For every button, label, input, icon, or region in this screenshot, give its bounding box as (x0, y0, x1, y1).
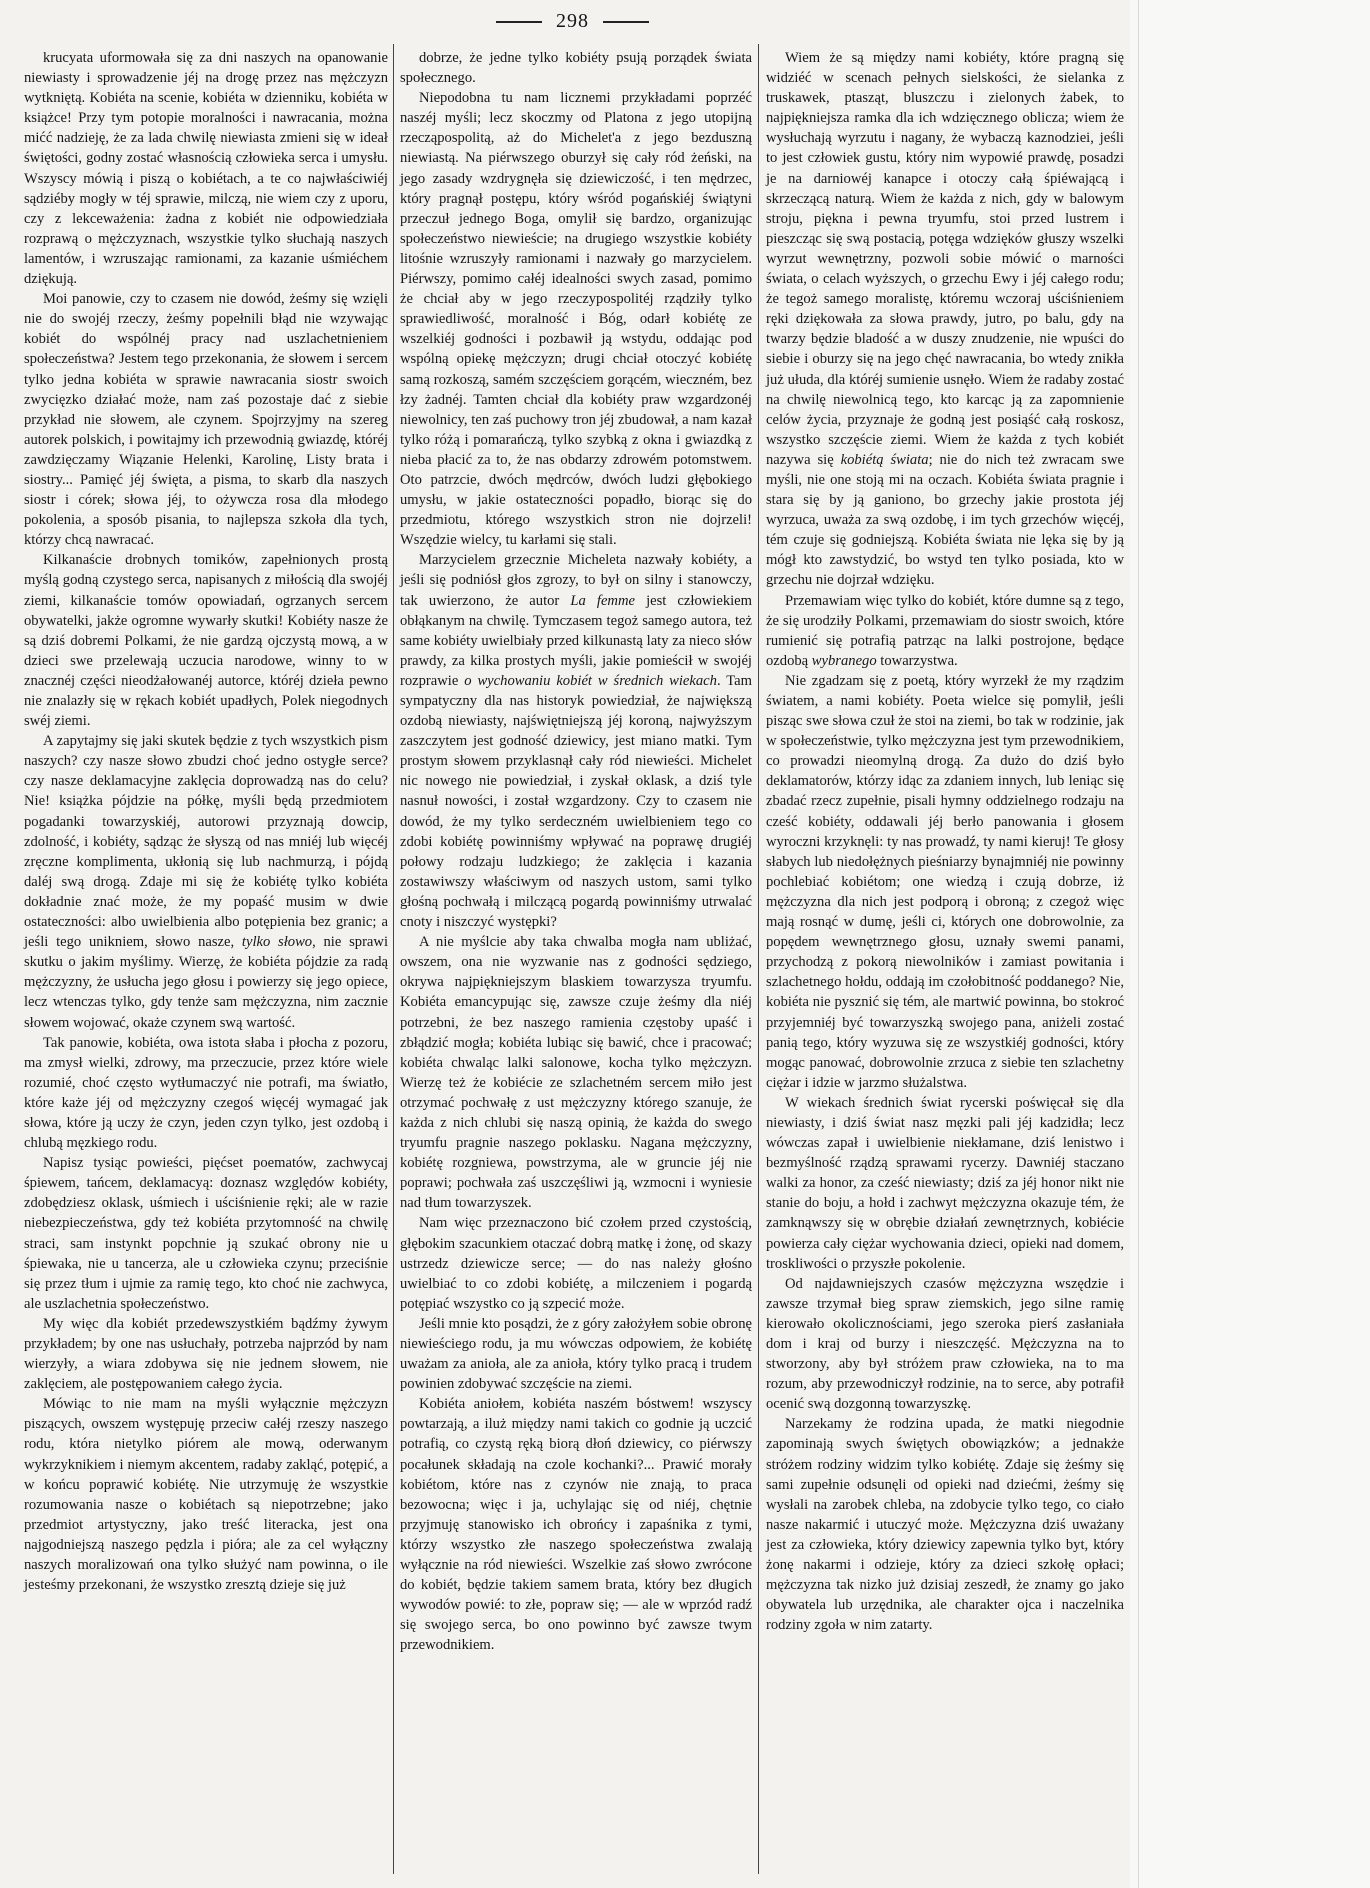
text-run: Kilkanaście drobnych tomików, zapełnionych prostą myślą godną czystego serca, napisanych z miłością dla swojéj ziemi, kilkanaście tomów opowiadań, ogrzanych sercem obywatelki, jakże ogromne wywarły skutki! Kobiéty nasze że są dziś dobremi Polkami, że nie gardzą ojczystą mową, a w dzieci swe przelewają uczucia narodowe, winny to w znacznéj części nieodżałowanéj autorce, któréj dzieła pewno nie znalazły się w rękach kobiét upadłych, Polek niegodnych swéj ziemi. (24, 552, 388, 730)
paragraph (766, 1274, 1124, 1415)
text-run: Mówiąc to nie mam na myśli wyłącznie mężczyzn piszących, owszem występuję przeciw całéj rzeszy naszego rodu, która nietylko piórem ale mową, oderwanym wykrzyknikiem i niemym akcentem, radaby zakląć, potępić, a w końcu poprawić kobiétę. Nie utrzymuję że wszystkie rozumowania nasze o kobiétach są niepotrzebne; jako przedmiot artystyczny, jako treść literacka, jest ona najgodniejszą naszego pędzla i pióra; ale za cel wyłączny naszych moralizowań ona tylko służyć nam powinna, o ile jesteśmy przekonani, że wszystko zresztą dzieje się już (24, 1396, 388, 1594)
paragraph (24, 1394, 388, 1595)
text-run: Od najdawniejszych czasów mężczyzna wszędzie i zawsze trzymał bieg spraw ziemskich, jego silne ramię kierowało okolicznościami, jego szeroka pierś zasłaniała dom i kraj od burzy i nieszczęść. Mężczyzna na to stworzony, aby był stróżem praw człowieka, na to ma rozum, aby przewodniczył rodzinie, na to serce, aby potrafił ocenić swą dozgonną towarzyszkę. (766, 1275, 1124, 1413)
paragraph (24, 1153, 388, 1314)
text-run: Przemawiam więc tylko do kobiét, które dumne są z tego, że się urodziły Polkami, przemawiam do siostr swoich, które rumienić się potrafią patrząc na lalki postrojone, będące ozdobą (766, 592, 1124, 669)
text-run: Kobiéta aniołem, kobiéta naszém bóstwem! wszyscy powtarzają, a iluż między nami takich co godnie ją uczcić potrafią, co czystą ręką biorą dłoń dziewicy, co piérwszy pocałunek składają na czole kochanki?... Prawić morały kobiétom, które nas z czynów nie znają, to praca bezowocna; więc i ja, uchylając się od niéj, chętnie przyjmuję stanowisko ich obrońcy i zapaśnika z tymi, którzy wszystko złe naszego społeczeństwa zwalają wyłącznie na ród niewieści. Wszelkie zaś słowo zwrócone do kobiét, będzie takiem samem brata, który bez długich wywodów powié: to złe, popraw się; — ale w wprzód radź się swojego serca, bo ono powinno być zawsze twym przewodnikiem. (400, 1396, 752, 1654)
text-column-3 (766, 48, 1124, 1635)
paragraph (400, 1314, 752, 1394)
text-run: A zapytajmy się jaki skutek będzie z tych wszystkich pism naszych? czy nasze słowo zbudzi choć jedno ostygłe serce? czy nasze deklamacyjne zaklęcia doprowadzą nas do celu? Nie! książka pójdzie na półkę, myśli będą przedmiotem pogadanki towarzyskiéj, autorowi przyznają dowcip, zdolność, i kobiéty, sądząc że słyszą od nas mniéj lub więcéj zręczne komplimenta, ukłonią się lub nachmurzą, i pójdą daléj swą drogą. Zdaje mi się że kobiétę tylko kobiéta dokładnie znać może, że my popaść musim w dwie ostateczności: albo uwielbienia albo potępienia bez granic; a jeśli tego unikniem, słowo nasze, (24, 733, 388, 951)
text-run: ; nie do nich też zwracam swe myśli, nie one stoją mi na oczach. Kobiéta świata pragnie i stara się by ją ganiono, bo grzechy jakie prostota jéj wyrzuca, uważa za swą ozdobę, i im tych grzechów więcéj, tém czuje się godniejszą. Kobiéta świata nie lęka się by ją mógł kto zawstydzić, bo wstyd ten tylko posiada, kto w grzechu nie dojrzał wdzięku. (766, 451, 1124, 589)
paragraph (400, 550, 752, 932)
column-divider (758, 44, 759, 1874)
text-run: A nie myślcie aby taka chwalba mogła nam ubliżać, owszem, ona nie wyzwanie nas z godności sędziego, okrywa najpiękniejszym blaskiem towarzysza tryumfu. Kobiéta emancypując się, zawsze czuje żeśmy dla niéj potrzebni, że bez naszego ramienia częstoby upaść i zbłądzić mogła; kobiéta lubiąc się bawić, chce i pracować; kobiéta chwaląc lalki salonowe, kocha tylko mężczyzn. Wierzę też że kobiécie ze szlachetném sercem miło jest otrzymać pochwałę z ust mężczyzny którego szanuje, że każda z nich chlubi się naszą opinią, że każda do swego tryumfu pragnie naszego poklasku. Nagana mężczyzny, kobiétę rozgniewa, powstrzyma, ale w gruncie jéj nie poprawi; pochwała zaś uszczęśliwi ją, wzmocni i wyniesie nad tłum towarzyszek. (400, 934, 752, 1212)
italic-phrase: tylko słowo (241, 934, 313, 951)
text-run: Wiem że są między nami kobiéty, które pragną się widziéć w scenach pełnych sielskości, że sielanka z truskawek, ptasząt, bluszczu i zielonych żabek, to najpiękniejsza ramka dla ich wdzięcznego oblicza; wiem że wysłuchają wyrzutu i nagany, że wybaczą kaznodziei, jeśli to jest człowiek gustu, który nim wypowié prawdę, posadzi je na darniowéj kanapce i otoczy całą śpiéwającą i skrzeczącą naturą. Wiem że każda z nich, gdy w balowym stroju, piękna i pewna tryumfu, stoi przed lustrem i pieszcząc się swą postacią, potęga wdzięków głuszy wszelki wyrzut wewnętrzny, pozwoli sobie mówić o marności świata, o celach wyższych, o grzechu Ewy i jéj całego rodu; że tegoż samego moralistę, któremu wczoraj uściśnieniem ręki dziękowała za słowa prawdy, jutro, po balu, gdy na twarzy będzie bladość a w duszy znudzenie, nie wpuści do siebie i oburzy się na jego chęć nawracania, bo wtedy znikła już ułuda, dla któréj sumienie usnęło. Wiem że radaby zostać na chwilę niewolnicą tego, kto karcąc ją za zapomnienie celów życia, przyznaje że godną jest posiąść całą roskosz, wszystko szczęście ziemi. Wiem że każda z tych kobiét nazywa się (766, 50, 1124, 468)
paragraph (400, 932, 752, 1213)
text-run: Nam więc przeznaczono bić czołem przed czystością, głębokim szacunkiem otaczać dobrą matkę i żonę, od skazy ustrzedz dziewicze serce; — do nas należy głośno uwielbiać to co zdobi kobiétę, a milczeniem i pogardą potępiać wszystko co ją szpecić może. (400, 1215, 752, 1312)
text-run: Narzekamy że rodzina upada, że matki niegodnie zapominają swych świętych obowiązków; a jednakże stróżem rodziny widzim tylko kobiétę. Zdaje się żeśmy się sami zupełnie odsunęli od opieki nad dziećmi, żeśmy się wysłali na zarobek chleba, na zdobycie tylko tego, co ciało nasze nakarmić i utuczyć może. Mężczyzna dziś uważany jest za człowieka, który dziewicy zapewnia tylko byt, który żonę nakarmi i odzieje, który za dzieci szkołę opłaci; mężczyzna tak nizko już dzisiaj zeszedł, że znamy go jako obywatela lub urzędnika, ale charakter ojca i naczelnika rodziny zgoła w nim zatarty. (766, 1416, 1124, 1634)
paragraph (24, 550, 388, 731)
text-run: jest człowiekiem obłąkanym na chwilę. Tymczasem tegoż samego autora, też same kobiéty uwielbiały przed kilkunastą laty za nieco słów prawdy, za kilka prostych myśli, jakie pomieścił w swojéj rozprawie (400, 592, 752, 689)
paragraph (24, 731, 388, 1032)
header-dash-right (603, 21, 649, 23)
text-run: Nie zgadzam się z poetą, który wyrzekł że my rządzim światem, a nami kobiéty. Poeta wielce się pomylił, jeśli pisząc swe słowa czuł że stoi na ziemi, bo tak w rodzinie, jak w społeczeństwie, tylko mężczyzna jest tym przewodnikiem, co prowadzi nieomylną drogą. Za dużo do dziś było deklamatorów, którzy idąc za zdaniem innych, lub leniąc się zbadać rzecz zupełnie, pisali hymny oddzielnego rodzaju na cześć kobiéty, oddawali jéj berło panowania i głosem wyroczni krzyknęli: ty nas prowadź, ty nami kieruj! Te głosy słabych lub niedołężnych pieśniarzy bynajmniéj nie powinny pochlebiać kobiétom; one wiedzą i czują dobrze, iż mężczyzna dla nich jest podporą i obroną; z czegoż więc mają rosnąć w dumę, jeśli ci, których one dobrowolnie, za popędem wewnętrznego głosu, uznały swemi panami, przychodzą z pokorą niewolników i zamiast powitania i szlachetnego hołdu, oddają im czołobitność poddanego? Nie, kobiéta nie pysznić się tém, ale martwić powinna, bo stokroć przyjemniéj być towarzyszką swojego pana, aniżeli zostać panią tego, który wyzuwa się ze wszystkiéj godności, który mogąc panować, dobrowolnie zrzuca z siebie ten szlachetny ciężar i idzie w jarzmo służalstwa. (766, 672, 1124, 1091)
text-run: Tak panowie, kobiéta, owa istota słaba i płocha z pozoru, ma zmysł wielki, zdrowy, ma przeczucie, przez które wiele rozumié, choć często wytłumaczyć nie potrafi, ma światło, które każe jéj od mężczyzny czegoś więcéj wymagać jak słowa, które ją uczy że czyn, jeden czyn tylko, jest ozdobą i chlubą męzkiego rodu. (24, 1034, 388, 1152)
paragraph (24, 48, 388, 289)
text-run: Marzycielem grzecznie Micheleta nazwały kobiéty, a jeśli się podniósł głos zgrozy, to był on silny i stanowczy, tak uwierzono, że autor (400, 552, 752, 609)
paragraph (400, 1213, 752, 1313)
page-number: 298 (556, 10, 589, 32)
text-run: Moi panowie, czy to czasem nie dowód, żeśmy się wzięli nie do swojéj rzeczy, żeśmy popełnili błąd nie wzywając kobiét do wspólnéj pracy nad uszlachetnieniem społeczeństwa? Jestem tego przekonania, że słowem i sercem tylko jedna kobiéta w sprawie nawracania siostr swoich zwycięzko działać może, nam zaś pozostaje dać z siebie przykład nie słowem, ale czynem. Spojrzyjmy na szereg autorek polskich, i powitajmy ich przewodnią gwiazdę, któréj zawdzięczamy Wiązanie Helenki, Karolinę, Listy brata i siostry... Pamięć jéj święta, a pisma, to skarb dla naszych siostr i córek; słowa jéj, to ożywcza rosa dla młodego pokolenia, a sposób pisania, to najlepsza szkoła dla tych, którzy chcą nawracać. (24, 291, 388, 549)
italic-phrase: o wychowaniu kobiét w średnich wiekach (464, 672, 717, 689)
paragraph (400, 48, 752, 88)
text-run: dobrze, że jedne tylko kobiéty psują porządek świata społecznego. (400, 50, 752, 87)
text-run: My więc dla kobiét przedewszystkiém bądźmy żywym przykładem; by one nas usłuchały, potrzeba najprzód by nam wierzyły, a wiara zdobywa się nie jednem słowem, nie zaklęciem, ale postępowaniem całego życia. (24, 1315, 388, 1393)
paragraph (766, 1414, 1124, 1635)
text-run: Niepodobna tu nam licznemi przykładami poprzéć naszéj myśli; lecz skoczmy od Platona z jego utopijną rzecząpospolitą, aż do Michelet'a z jego bezduszną niewiastą. Na piérwszego oburzył się cały ród żeński, na jego zasady wzdrygnęła się dziewiczość, i ten mędrzec, który pragnął postępu, który wśród pogańskiéj świątyni przeczuł jednego Boga, omylił się bardzo, organizując społeczeństwo niewieście; na drugiego wszystkie kobiéty litośnie wzruszyły ramionami i nazwały go marzycielem. Piérwszy, pomimo całéj idealności swych zasad, pomimo że chciał aby w jego rzeczypospolitéj rządziły tylko sprawiedliwość, moralność i Bóg, odarł kobiétę ze wszelkiéj godności i pozbawił ją wstydu, oddając pod wspólną opiekę mężczyzn; drugi chciał otoczyć kobiétę samą rozkoszą, samém szczęściem gorącém, wieczném, bez łzy żadnéj. Tamten chciał dla kobiéty praw wzgardzonéj niewolnicy, ten zaś puchowy tron jéj zbudował, a nam kazał tylko różą i pomarańczą, tylko szybką z okna i gwiazdką z nieba płacić za to, że nas obdarzy zdrowém potomstwem. Oto patrzcie, dwóch mędrców, dwóch ludzi głębokiego umysłu, w jakie ostateczności popadło, biorąc się do przedmiotu, którego wszystkich stron nie dojrzeli! Wszędzie wielcy, tu karłami się stali. (400, 90, 752, 549)
paragraph (766, 671, 1124, 1093)
italic-phrase: kobiétą świata (840, 451, 929, 468)
paragraph (766, 48, 1124, 591)
text-run: Napisz tysiąc powieści, pięćset poematów, zachwycaj śpiewem, tańcem, deklamacyą: doznasz względów kobiéty, zdobędziesz oklask, uśmiech i uściśnienie ręki; ale w razie niebezpieczeństwa, gdy też kobiéta przytomność na chwilę straci, sam instynkt popchnie ją szukać obrony nie u śpiewaka, nie u tancerza, ale u człowieka czynu; przeciśnie się przez tłum i ujmie za ramię tego, kto choć nie zachwyca, ale uszlachetnia społeczeństwo. (24, 1155, 388, 1312)
page-margin (1130, 0, 1370, 1888)
text-column-1 (24, 48, 388, 1595)
italic-phrase: wybranego (811, 652, 877, 669)
paragraph (24, 1314, 388, 1394)
text-column-2 (400, 48, 752, 1656)
page-header (0, 10, 1145, 33)
header-dash-left (496, 21, 542, 23)
text-run: krucyata uformowała się za dni naszych na opanowanie niewiasty i sprowadzenie jéj na drogę przez nas mężczyzn wytkniętą. Kobiéta na scenie, kobiéta w dzienniku, kobiéta w książce! Przy tym potopie moralności i nawracania, można mićć nadzieję, że za lada chwilę niewiasta zmieni się w ideał świętości, godny zostać własnością człowieka serca i umysłu. Wszyscy mówią i piszą o kobiétach, a te co najwłaściwiéj sądziéby mogły w téj sprawie, milczą, nie wiem czy z uporu, czy z lekceważenia: żadna z kobiét nie odpowiedziała rozprawą o mężczyznach, wszystkie tylko słuchają naszych lamentów, i wzruszając ramionami, za kazanie uśmiéchem dziękują. (24, 50, 388, 288)
text-run: W wiekach średnich świat rycerski poświęcał się dla niewiasty, i dziś świat nasz męzki pali jéj kadzidła; lecz wówczas zapał i uwielbienie niekłamane, dziś lenistwo i bezmyślność rządzą sprawami rycerzy. Dawniéj staczano walki za honor, za cześć niewiasty; dziś za jéj honor nikt nie stanie do boju, a hołd i zachwyt mężczyzna okazuje tém, że zamknąwszy się w obrębie działań zewnętrznych, kobiécie powierza cały ciężar wychowania dzieci, opieki nad domem, troskliwości o przyszłe pokolenie. (766, 1094, 1124, 1272)
paragraph (24, 1033, 388, 1154)
paragraph (24, 289, 388, 550)
text-run: . Tam sympatyczny dla nas historyk powiedział, że największą ozdobą niewiasty, najświętniejszą jéj koroną, najwyższym zaszczytem jest godność dziewicy, jest miano matki. Tym prostym słowem przyklasnął cały ród niewieści. Michelet nic nowego nie powiedział, i zyskał oklask, a dziś tyle nasnuł nowości, i został wzgardzony. Czy to czasem nie dowód, że my tylko serdeczném uwielbieniem tego co zdobi kobiétę powinniśmy wpływać na poprawę drugiéj połowy rodzaju ludzkiego; że zaklęcia i kazania zostawiwszy właściwym od naszych ustom, sami tylko głośną pochwałą i milczącą pogardą powinniśmy utrwalać cnoty i niszczyć występki? (400, 672, 752, 931)
text-run: Jeśli mnie kto posądzi, że z góry założyłem sobie obronę niewieściego rodu, ja mu wówczas odpowiem, że kobiétę uważam za anioła, ale za anioła, który tylko pracą i trudem powinien zdobywać szczęście na ziemi. (400, 1315, 752, 1393)
paragraph (766, 1093, 1124, 1274)
italic-phrase: La femme (570, 592, 635, 609)
column-divider (393, 44, 394, 1874)
paragraph (400, 88, 752, 550)
paragraph (400, 1394, 752, 1655)
page-edge (1138, 0, 1139, 1888)
paragraph (766, 591, 1124, 671)
text-run: , nie sprawi skutku o jakim myślimy. Wierzę, że kobiéta pójdzie za radą mężczyzny, że usłucha jego głosu i powierzy się jego opiece, lecz wtenczas tylko, gdy tenże sam mężczyzna, nim zacznie słowem wojować, okaże czynem swą wartość. (24, 934, 389, 1031)
text-run: towarzystwa. (876, 652, 958, 669)
